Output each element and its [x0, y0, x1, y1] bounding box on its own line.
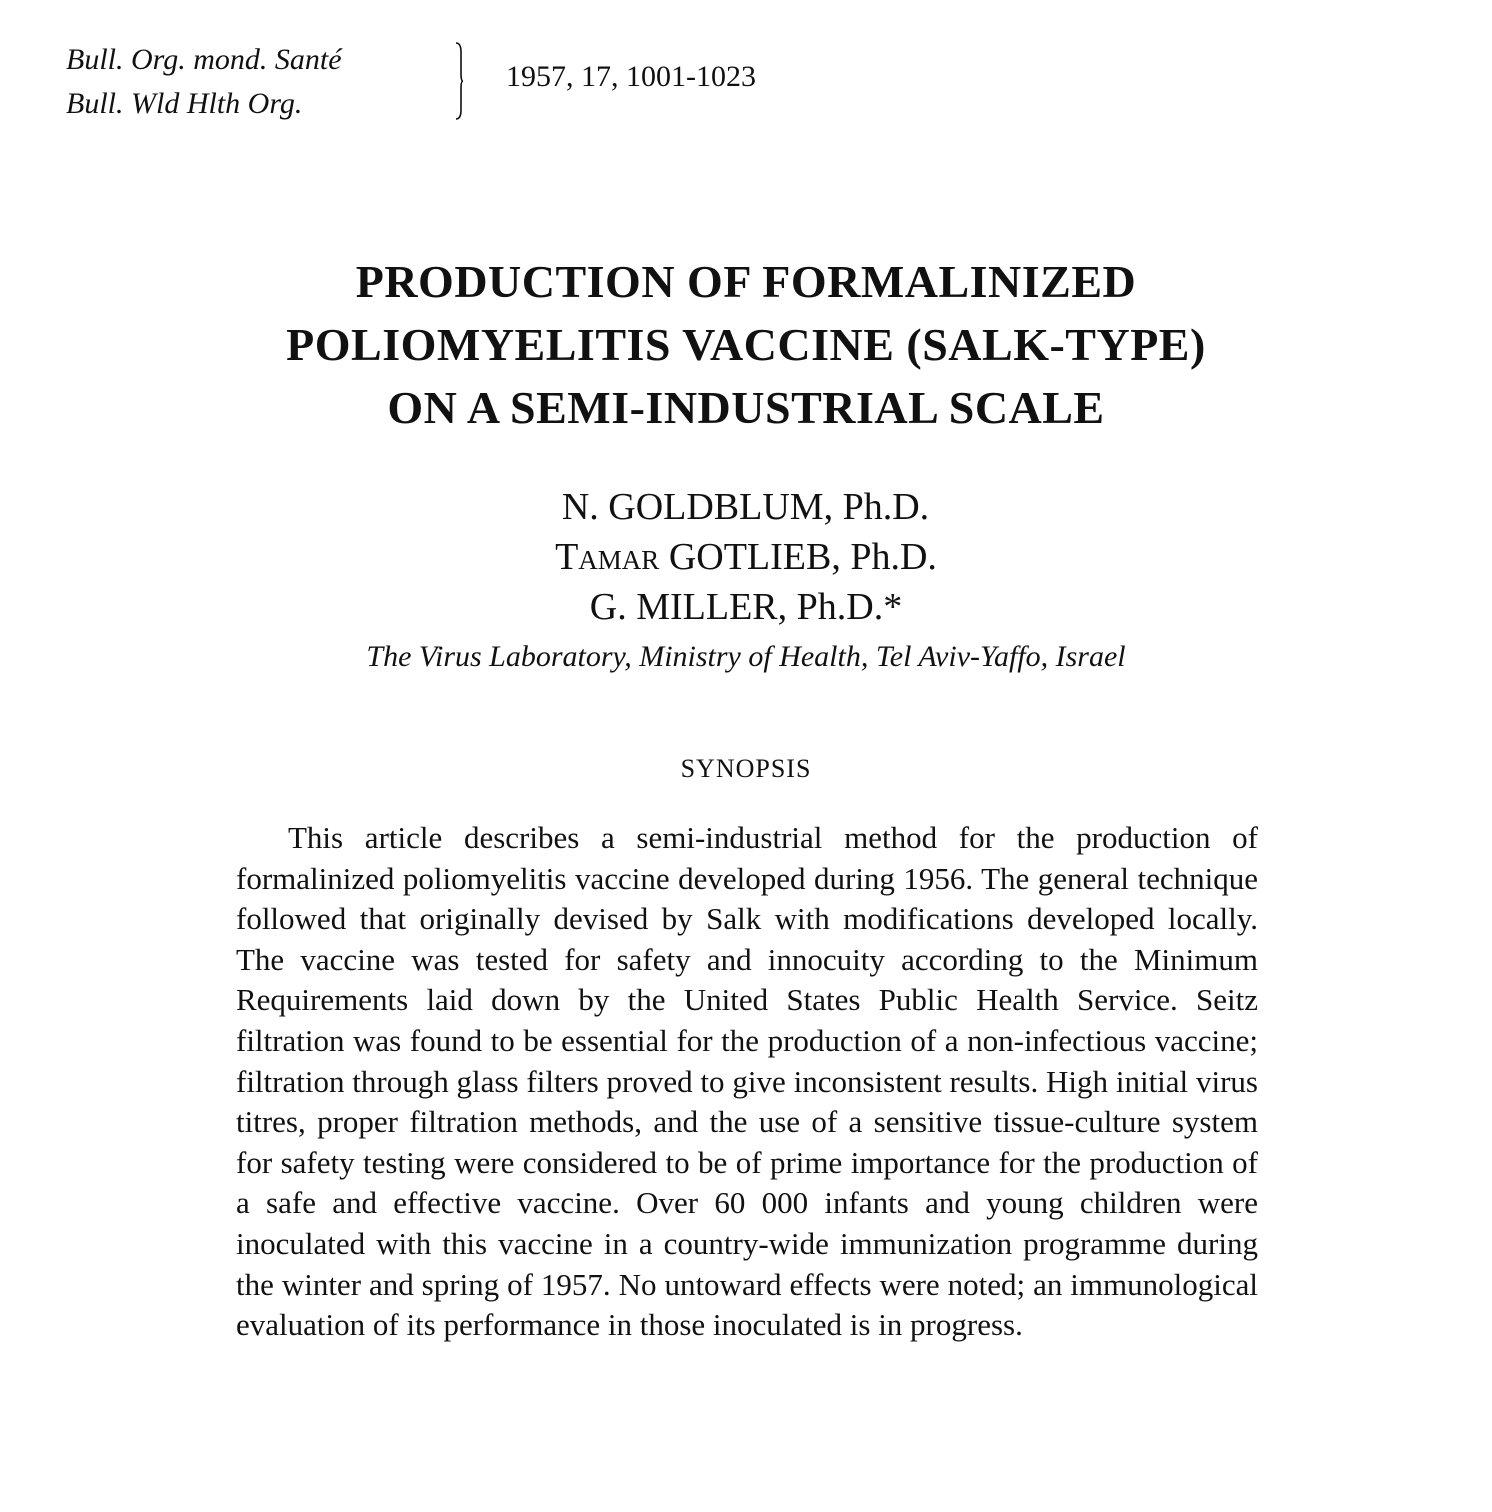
citation: 1957, 17, 1001-1023 — [506, 60, 756, 93]
journal-name-english: Bull. Wld Hlth Org. — [66, 87, 303, 120]
synopsis-heading: SYNOPSIS — [680, 754, 812, 783]
title-line: ON A SEMI-INDUSTRIAL SCALE — [387, 382, 1105, 433]
author-surname: GOTLIEB, Ph.D. — [668, 536, 937, 578]
journal-names — [66, 38, 446, 126]
journal-name-french: Bull. Org. mond. Santé — [66, 43, 342, 76]
author-list — [0, 482, 1492, 632]
author-first-name: Tamar — [555, 536, 660, 578]
author — [0, 532, 1492, 582]
title-line: POLIOMYELITIS VACCINE (SALK-TYPE) — [286, 319, 1206, 370]
author: G. MILLER, Ph.D.* — [589, 586, 903, 628]
brace-symbol — [454, 42, 464, 120]
title-line: PRODUCTION OF FORMALINIZED — [355, 256, 1137, 307]
author: N. GOLDBLUM, Ph.D. — [561, 486, 930, 528]
article-title — [0, 250, 1492, 439]
affiliation: The Virus Laboratory, Ministry of Health, Tel Aviv-Yaffo, Israel — [366, 640, 1126, 673]
synopsis-text: This article describes a semi-industrial method for the production of formalinized poliomyelitis vaccine developed during 1956. The general technique followed that originally devised by Salk with modifications developed locally. The vaccine was tested for safety and innocuity according to the Minimum Requirements laid down by the United States Public Health Service. Seitz filtration was found to be essential for the production of a non-infectious vaccine; filtration through glass filters proved to give inconsistent results. High initial virus titres, proper filtration methods, and the use of a sensitive tissue-culture system for safety testing were considered to be of prime importance for the production of a safe and effective vaccine. Over 60 000 infants and young children were inoculated with this vaccine in a country-wide immunization programme during the winter and spring of 1957. No untoward effects were noted; an immunological evaluation of its performance in those inoculated is in progress. — [236, 820, 1258, 1343]
